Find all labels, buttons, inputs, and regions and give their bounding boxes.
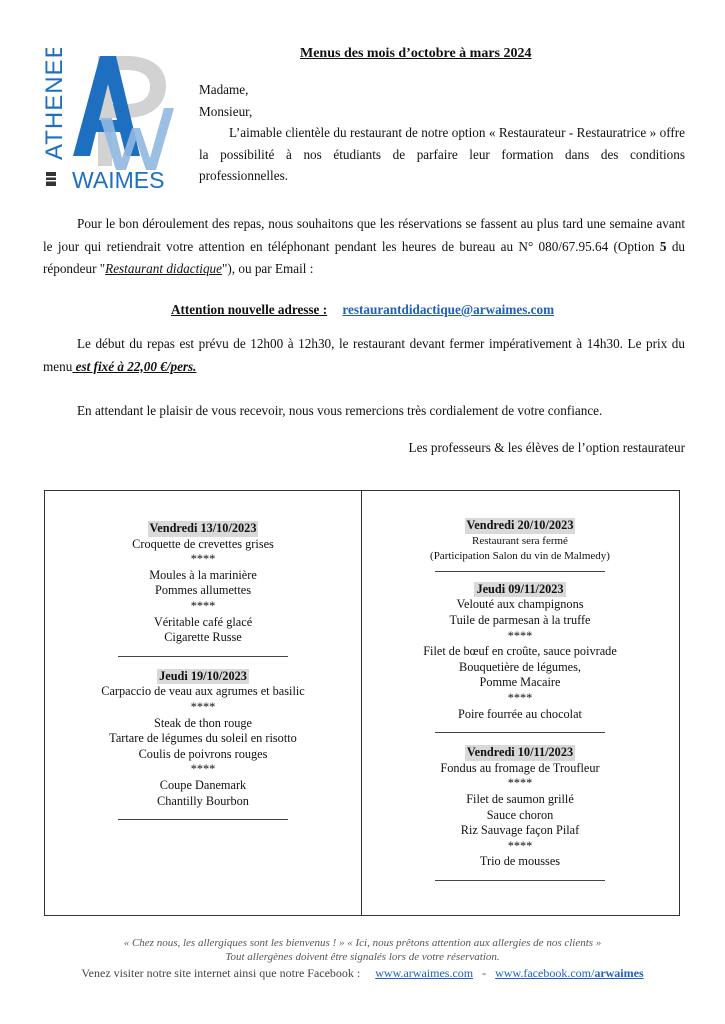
timing-text: Le début du repas est prévu de 12h00 à 12h30, le restaurant devant fermer impérativement à 14h30. Le prix du menu (43, 336, 685, 374)
menu-line: Croquette de crevettes grises (132, 536, 274, 551)
menu-column-right (362, 518, 678, 893)
menu-divider (118, 819, 288, 820)
menu-separator-stars: **** (507, 628, 533, 643)
menu-date: Vendredi 20/10/2023 (466, 518, 574, 532)
closing-text: En attendant le plaisir de vous recevoir, nous vous remercions très cordialement de votre confiance. (77, 403, 603, 418)
allergy-quote: « Chez nous, les allergiques sont les bienvenus ! » « Ici, nous prêtons attention aux allergies de nos clients » (123, 937, 602, 949)
menu-line: Steak de thon rouge (153, 715, 252, 730)
menu-line: Sauce choron (486, 807, 554, 822)
menu-line: Tuile de parmesan à la truffe (449, 612, 591, 627)
closing-paragraph (43, 400, 685, 423)
svg-text:WAIMES: WAIMES (72, 167, 165, 193)
menu-line: Velouté aux champignons (456, 597, 584, 612)
menu-date: Jeudi 09/11/2023 (476, 581, 564, 596)
facebook-link[interactable] (495, 966, 644, 980)
menu-line: Coulis de poivrons rouges (138, 746, 268, 761)
menu-line: Coupe Danemark (159, 777, 247, 792)
website-link[interactable]: www.arwaimes.com (375, 966, 474, 980)
menu-separator-stars: **** (507, 776, 533, 791)
menu-line: Cigarette Russe (164, 630, 242, 645)
menu-separator-stars: **** (190, 552, 216, 567)
menu-column-left (45, 515, 361, 832)
reservation-text-part1: Pour le bon déroulement des repas, nous souhaitons que les réservations se fassent au plus tard une semaine avant le jour qui retiendrait votre attention en téléphonant pendant les heures de bureau au N° 080/67.95.64 (Option (43, 216, 685, 254)
reservation-paragraph (43, 213, 685, 281)
reservation-email-link[interactable]: restaurantdidactique@arwaimes.com (342, 302, 555, 317)
svg-text:ATHENEE: ATHENEE (41, 48, 68, 160)
menu-line: Pomme Macaire (479, 675, 561, 690)
menu-date: Jeudi 19/10/2023 (159, 668, 247, 683)
allergy-notice (0, 936, 725, 964)
menu-separator-stars: **** (507, 690, 533, 705)
menu-divider (435, 880, 605, 881)
menu-separator-stars: **** (507, 838, 533, 853)
allergy-instruction: Tout allergènes doivent être signalés lors de votre réservation. (225, 951, 500, 963)
menu-line: Pommes allumettes (155, 583, 251, 598)
menu-line: Filet de saumon grillé (466, 791, 574, 806)
closed-reason: (Participation Salon du vin de Malmedy) (430, 550, 610, 563)
reservation-text-part2: du répondeur " (43, 238, 686, 276)
reservation-text-part3: "), ou par Email : (221, 261, 314, 276)
greeting-monsieur: Monsieur, (199, 103, 253, 119)
menu-entry (362, 745, 678, 870)
timing-paragraph (43, 333, 685, 378)
intro-text: L’aimable clientèle du restaurant de notre option « Restaurateur - Restauratrice » offre la possibilité à nos étudiants de parfaire leur formation dans des conditions professionnelles. (199, 125, 685, 183)
menu-line: Poire fourrée au chocolat (458, 706, 582, 721)
menu-line: Bouquetière de légumes, (459, 659, 581, 674)
facebook-handle: arwaimes (594, 966, 644, 980)
signature: Les professeurs & les élèves de l’option restaurateur (408, 440, 685, 455)
footer-links (0, 966, 725, 981)
new-address-line (0, 302, 725, 318)
menu-entry (45, 515, 361, 646)
intro-block (199, 79, 685, 187)
menu-line: Véritable café glacé (153, 614, 253, 629)
menu-separator-stars: **** (190, 598, 216, 613)
menu-line: Trio de mousses (479, 854, 561, 869)
link-separator: - (482, 966, 487, 980)
menu-divider (435, 732, 605, 733)
menu-line: Filet de bœuf en croûte, sauce poivrade (423, 644, 617, 659)
menu-price: est fixé à 22,00 €/pers. (72, 358, 197, 374)
menu-line: Riz Sauvage façon Pilaf (460, 823, 580, 838)
menu-separator-stars: **** (190, 699, 216, 714)
school-logo (40, 48, 190, 196)
menu-date: Vendredi 13/10/2023 (149, 521, 257, 535)
closed-notice: Restaurant sera fermé (472, 534, 568, 547)
menu-line: Fondus au fromage de Troufleur (440, 760, 600, 775)
facebook-link-prefix: www.facebook.com/ (495, 966, 595, 980)
menu-divider (435, 571, 605, 572)
athenee-waimes-logo-icon (40, 48, 190, 196)
menu-line: Moules à la marinière (149, 567, 257, 582)
menu-date: Vendredi 10/11/2023 (466, 745, 574, 760)
greeting-madame: Madame, (199, 82, 249, 97)
option-number: 5 (659, 238, 667, 254)
menu-entry (45, 669, 361, 809)
menu-line: Chantilly Bourbon (157, 793, 249, 808)
menu-entry (362, 518, 678, 565)
restaurant-name: Restaurant didactique (105, 261, 222, 276)
visit-text: Venez visiter notre site internet ainsi que notre Facebook : (81, 966, 361, 980)
menu-divider (118, 656, 288, 657)
menu-entry (362, 582, 678, 722)
new-address-label: Attention nouvelle adresse : (170, 302, 328, 317)
menu-line: Tartare de légumes du soleil en risotto (109, 731, 297, 746)
page-title: Menus des mois d’octobre à mars 2024 (300, 46, 532, 61)
menu-line: Carpaccio de veau aux agrumes et basilic (101, 684, 305, 699)
menu-separator-stars: **** (190, 762, 216, 777)
